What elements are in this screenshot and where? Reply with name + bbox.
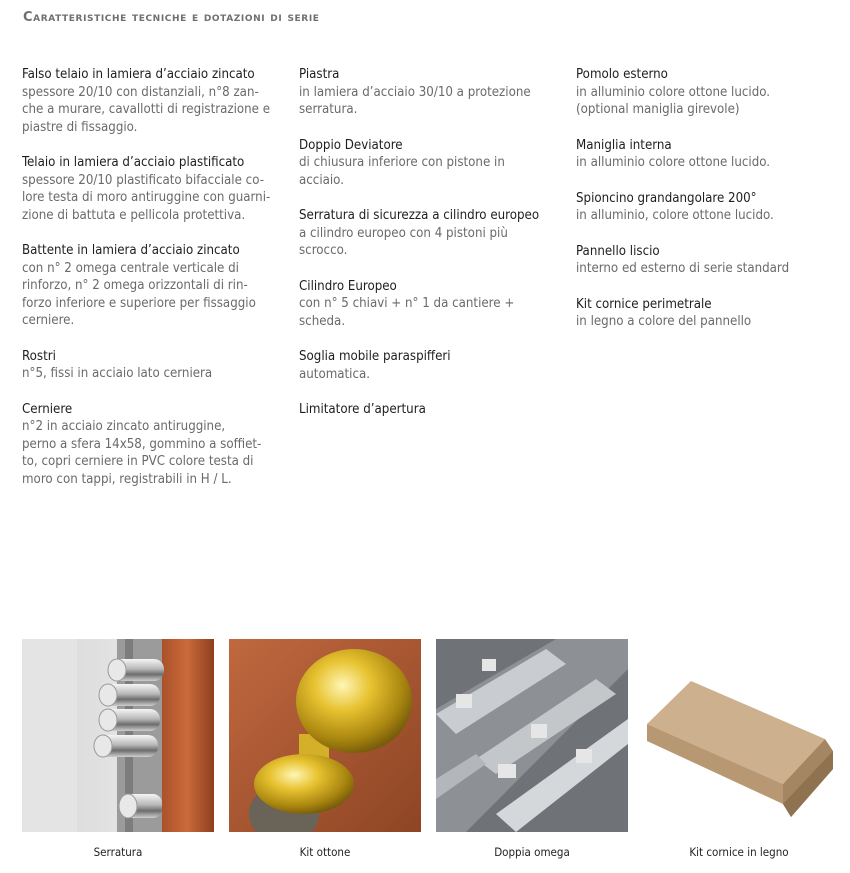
spec-body: n°2 in acciaio zincato antiruggine, perno a sfera 14x58, gommino a soffiet- to, copri cerniere in PVC colore testa di moro con tappi, registrabili in H / L. xyxy=(22,419,262,487)
double-omega-photo xyxy=(436,639,628,832)
gallery-caption: Doppia omega xyxy=(494,845,570,859)
spec-item xyxy=(22,242,284,330)
spec-title: Serratura di sicurezza a cilindro europeo xyxy=(299,208,540,223)
spec-item xyxy=(299,348,561,383)
spec-title: Falso telaio in lamiera d’acciaio zincato xyxy=(22,67,255,82)
spec-column-3 xyxy=(576,66,838,331)
spec-title: Soglia mobile paraspifferi xyxy=(299,349,451,364)
spec-body: a cilindro europeo con 4 pistoni più scrocco. xyxy=(299,225,508,258)
spec-item xyxy=(22,66,284,136)
spec-title: Telaio in lamiera d’acciaio plastificato xyxy=(22,155,245,170)
spec-body: interno ed esterno di serie standard xyxy=(576,261,790,276)
spec-title: Battente in lamiera d’acciaio zincato xyxy=(22,243,240,258)
gallery-caption: Serratura xyxy=(93,845,143,859)
spec-item xyxy=(576,137,838,172)
spec-item xyxy=(299,278,561,331)
spec-title: Doppio Deviatore xyxy=(299,137,403,153)
spec-body: in alluminio colore ottone lucido. (optional maniglia girevole) xyxy=(576,84,771,117)
spec-body: spessore 20/10 con distanziali, n°8 zan- che a murare, cavallotti di registrazione e piastre di fissaggio. xyxy=(22,84,271,135)
spec-title: Spioncino grandangolare 200° xyxy=(576,190,757,206)
brass-knob-photo xyxy=(229,639,421,832)
spec-item xyxy=(576,243,838,278)
gallery-caption: Kit cornice in legno xyxy=(689,845,789,859)
lock-bolts-photo xyxy=(22,639,214,832)
spec-column-2 xyxy=(299,66,561,419)
spec-title: Pomolo esterno xyxy=(576,67,668,82)
spec-title: Pannello liscio xyxy=(576,243,660,259)
spec-body: n°5, fissi in acciaio lato cerniera xyxy=(22,366,213,381)
spec-item xyxy=(22,401,284,489)
spec-title: Cerniere xyxy=(22,401,73,417)
spec-item xyxy=(299,66,561,119)
wood-frame-photo xyxy=(643,639,835,832)
spec-body: automatica. xyxy=(299,366,371,382)
spec-item xyxy=(22,348,284,383)
spec-item xyxy=(576,190,838,225)
spec-body: con n° 2 omega centrale verticale di rinforzo, n° 2 omega orizzontali di rin- forzo inferiore e superiore per fissaggio cerniere. xyxy=(22,260,256,328)
spec-title: Piastra xyxy=(299,67,340,82)
spec-body: in legno a colore del pannello xyxy=(576,314,752,329)
spec-body: in lamiera d’acciaio 30/10 a protezione serratura. xyxy=(299,84,531,117)
page-title: Caratteristiche tecniche e dotazioni di serie xyxy=(23,10,320,25)
spec-item xyxy=(299,401,561,419)
spec-body: in alluminio, colore ottone lucido. xyxy=(576,208,774,223)
spec-title: Cilindro Europeo xyxy=(299,278,397,294)
gallery-caption: Kit ottone xyxy=(299,845,351,859)
spec-column-1 xyxy=(22,66,284,488)
spec-item xyxy=(299,137,561,190)
spec-item xyxy=(299,207,561,260)
spec-title: Limitatore d’apertura xyxy=(299,402,426,417)
spec-item xyxy=(22,154,284,224)
spec-item xyxy=(576,296,838,331)
spec-title: Rostri xyxy=(22,348,56,364)
spec-item xyxy=(576,66,838,119)
spec-body: in alluminio colore ottone lucido. xyxy=(576,155,771,170)
spec-body: di chiusura inferiore con pistone in acciaio. xyxy=(299,155,505,188)
spec-body: spessore 20/10 plastificato bifacciale co- lore testa di moro antiruggine con guarni- zione di battuta e pellicola protettiva. xyxy=(22,172,271,223)
spec-body: con n° 5 chiavi + n° 1 da cantiere + scheda. xyxy=(299,296,515,329)
spec-title: Kit cornice perimetrale xyxy=(576,296,712,312)
spec-title: Maniglia interna xyxy=(576,137,672,153)
